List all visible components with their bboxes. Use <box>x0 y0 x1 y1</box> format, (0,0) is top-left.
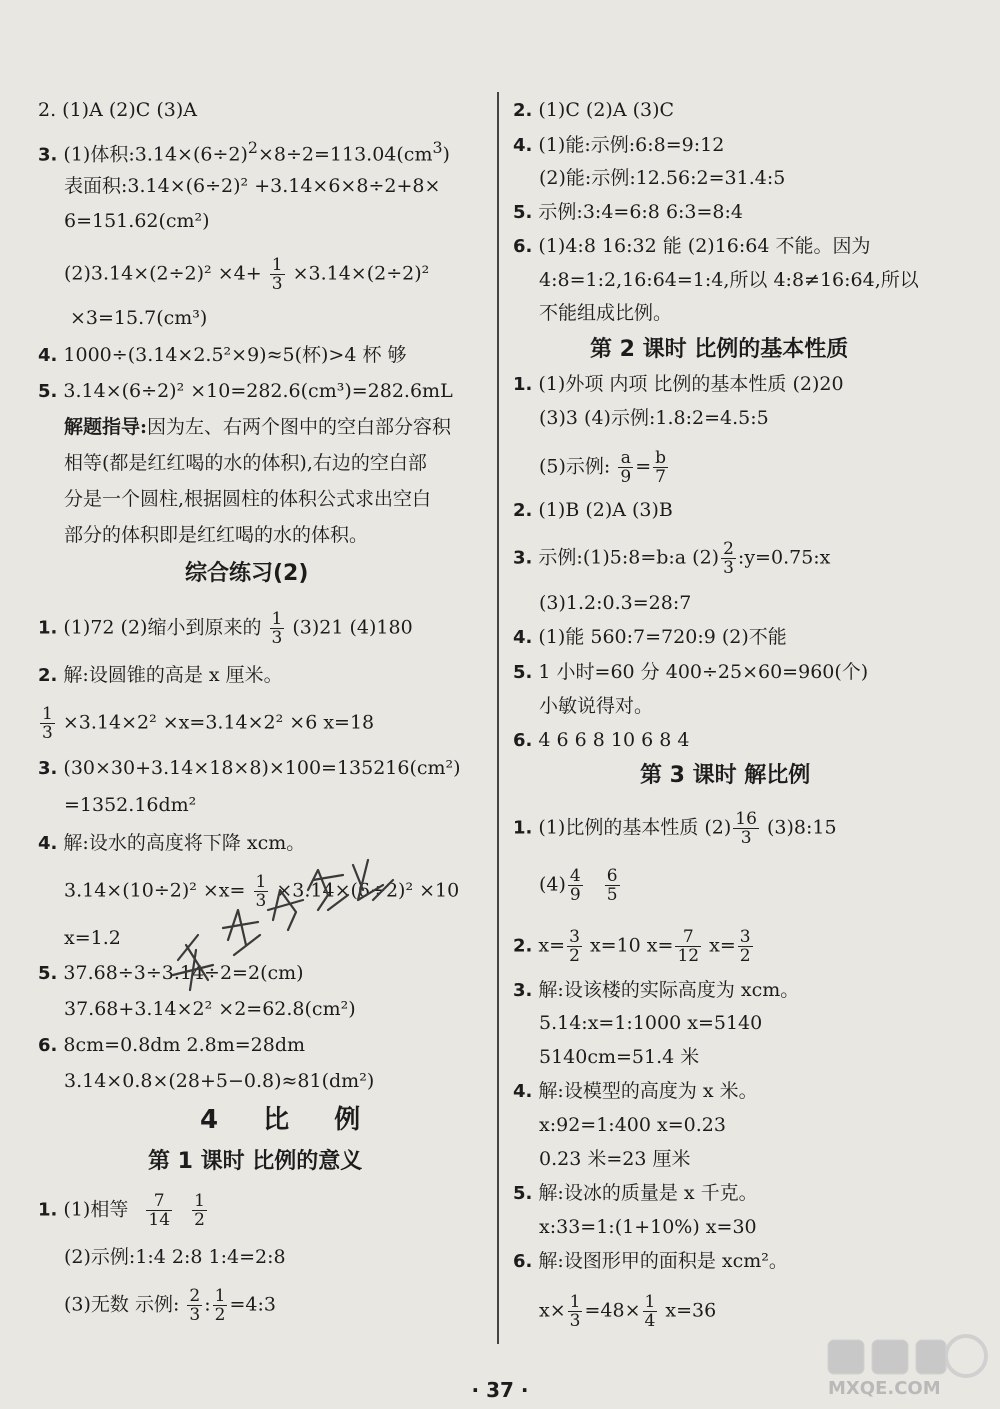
answer-4-line: 4. 1000÷(3.14×2.5²×9)≈5(杯)>4 杯 够 <box>38 344 407 366</box>
fraction: $\frac{1}{3}$ <box>255 872 267 911</box>
watermark-logo-icon <box>818 1328 988 1380</box>
solution-guide-line-4: 部分的体积即是红红喝的水的体积。 <box>64 524 369 546</box>
ex-6-line-2: 3.14×0.8×(28+5−0.8)≈81(dm²) <box>64 1070 375 1092</box>
ex-2-line-1: 2. 解:设圆锥的高是 x 厘米。 <box>38 664 283 686</box>
chapter-heading: 4 比 例 <box>200 1105 379 1135</box>
fraction: $\frac{1}{3}$ <box>271 255 283 294</box>
ex-3-line-2: =1352.16dm² <box>64 794 197 816</box>
answer-3-line-3: 6=151.62(cm²) <box>64 210 210 232</box>
lesson-3-ex-4-line-3: 0.23 米=23 厘米 <box>539 1148 691 1170</box>
answer-3-line-1: 3. (1)体积$:3.14\times(6\div 2)^2\times 8\div 2=113.04(cm^3)$ <box>38 138 450 166</box>
fraction: $\frac{1}{3}$ <box>569 1292 581 1331</box>
lesson-1-ex-1-line-2: (2)示例:1:4 2:8 1:4=2:8 <box>64 1246 286 1268</box>
ex-2-line-2: $\frac{1}{3}$ ×3.14×2² ×x=3.14×2² ×6 x=18 <box>42 704 375 743</box>
fraction: $\frac{3}{2}$ <box>569 927 580 966</box>
ex-5-line-2: 37.68+3.14×2² ×2=62.8(cm²) <box>64 998 356 1020</box>
fraction: $\frac{1}{4}$ <box>644 1292 656 1331</box>
ex-6-line-1: 6. 8cm=0.8dm 2.8m=28dm <box>38 1034 306 1056</box>
answer-2-line: 2. (1)A (2)C (3)A <box>38 99 197 121</box>
lesson-2-ex-6-line: 6. 4 6 6 8 10 6 8 4 <box>513 729 690 751</box>
lesson-3-heading: 第 3 课时 解比例 <box>640 763 811 788</box>
lesson-3-ex-2-line: 2. x= $\frac{3}{2}$ x=10 x= $\frac{7}{12}$ x= $\frac{3}{2}$ <box>513 927 751 966</box>
lesson-2-ex-5-line-1: 5. 1 小时=60 分 400÷25×60=960(个) <box>513 661 869 683</box>
answer-3-line-2: 表面积:3.14×(6÷2)² +3.14×6×8÷2+8× <box>64 175 441 197</box>
fraction: $\frac{1}{2}$ <box>194 1191 205 1230</box>
lesson-3-ex-5-line-1: 5. 解:设冰的质量是 x 千克。 <box>513 1182 758 1204</box>
handwritten-scribble <box>168 850 408 1000</box>
lesson-1-ex-1-line-3: (3)无数 示例: $\frac{2}{3}$ : $\frac{1}{2}$ =4:3 <box>64 1286 276 1325</box>
answer-3-line-4: (2)3.14×(2÷2)² ×4+ $\frac{1}{3}$ ×3.14×(2÷2)² <box>64 255 430 294</box>
lesson-2-ex-4-line: 4. (1)能 560:7=720:9 (2)不能 <box>513 626 787 648</box>
fraction: $\frac{1}{3}$ <box>271 609 283 648</box>
lesson-3-ex-1-line-1: 1. (1)比例的基本性质 (2) $\frac{16}{3}$ (3)8:15 <box>513 809 837 848</box>
fraction: $\frac{7}{12}$ <box>677 927 700 966</box>
ex-5-line-1: 5. 37.68÷3÷3.14÷2=2(cm) <box>38 962 304 984</box>
lesson-2-heading: 第 2 课时 比例的基本性质 <box>590 337 849 362</box>
lesson-3-ex-4-line-2: x:92=1:400 x=0.23 <box>539 1114 726 1136</box>
watermark-text: MXQE.COM <box>828 1378 941 1399</box>
r-answer-4-line-1: 4. (1)能:示例:6:8=9:12 <box>513 134 725 156</box>
lesson-2-ex-2-line: 2. (1)B (2)A (3)B <box>513 499 673 521</box>
lesson-3-ex-5-line-2: x:33=1:(1+10%) x=30 <box>539 1216 757 1238</box>
fraction: $\frac{3}{2}$ <box>739 927 751 966</box>
solution-guide-line-3: 分是一个圆柱,根据圆柱的体积公式求出空白 <box>64 488 432 510</box>
lesson-2-ex-1-line-3: (5)示例: $\frac{a}{9}$ = $\frac{b}{7}$ <box>539 448 667 487</box>
fraction: $\frac{2}{3}$ <box>723 539 734 578</box>
lesson-1-ex-1-line-1: 1. (1)相等 $\frac{7}{14}$ $\frac{1}{2}$ <box>38 1191 205 1230</box>
column-divider <box>497 92 499 1344</box>
lesson-3-ex-3-line-3: 5140cm=51.4 米 <box>539 1046 700 1068</box>
lesson-3-ex-1-line-2: (4) $\frac{4}{9}$ $\frac{6}{5}$ <box>539 866 618 905</box>
answer-5-line: 5. 3.14×(6÷2)² ×10=282.6(cm³)=282.6mL <box>38 380 453 402</box>
fraction: $\frac{6}{5}$ <box>606 866 618 905</box>
solution-guide-line-1: 解题指导:因为左、右两个图中的空白部分容积 <box>64 416 452 438</box>
ex-4-line-2: 3.14×(10÷2)² ×x= $\frac{1}{3}$ ×3.14×(6÷2)² ×10 <box>64 872 460 911</box>
lesson-2-ex-3-line-2: (3)1.2:0.3=28:7 <box>539 592 692 614</box>
answer-3-line-5: ×3=15.7(cm³) <box>70 307 208 329</box>
lesson-2-ex-3-line-1: 3. 示例:(1)5:8=b:a (2) $\frac{2}{3}$ :y=0.75:x <box>513 539 831 578</box>
lesson-2-ex-5-line-2: 小敏说得对。 <box>539 695 654 717</box>
r-answer-4-line-2: (2)能:示例:12.56:2=31.4:5 <box>539 167 786 189</box>
r-answer-2-line: 2. (1)C (2)A (3)C <box>513 99 675 121</box>
lesson-3-ex-6-line-1: 6. 解:设图形甲的面积是 xcm²。 <box>513 1250 788 1272</box>
site-watermark <box>818 1328 988 1404</box>
lesson-3-ex-4-line-1: 4. 解:设模型的高度为 x 米。 <box>513 1080 758 1102</box>
lesson-3-ex-6-line-2: x× $\frac{1}{3}$ =48× $\frac{1}{4}$ x=36 <box>539 1292 717 1331</box>
ex-3-line-1: 3. (30×30+3.14×18×8)×100=135216(cm²) <box>38 757 461 779</box>
ex-4-line-3: x=1.2 <box>64 927 121 949</box>
r-answer-6-line-3: 不能组成比例。 <box>539 302 673 324</box>
ex-4-line-1: 4. 解:设水的高度将下降 xcm。 <box>38 832 306 854</box>
lesson-2-ex-1-line-1: 1. (1)外项 内项 比例的基本性质 (2)20 <box>513 373 844 395</box>
fraction: $\frac{16}{3}$ <box>735 809 757 848</box>
fraction: $\frac{2}{3}$ <box>189 1286 201 1325</box>
r-answer-6-line-2: 4:8=1:2,16:64=1:4,所以 4:8≠16:64,所以 <box>539 269 919 291</box>
section-heading-comprehensive-2: 综合练习(2) <box>185 561 309 586</box>
r-answer-5-line: 5. 示例:3:4=6:8 6:3=8:4 <box>513 201 744 223</box>
page-number: · 37 · <box>471 1378 529 1402</box>
solution-guide-line-2: 相等(都是红红喝的水的体积),右边的空白部 <box>64 452 427 474</box>
lesson-1-heading: 第 1 课时 比例的意义 <box>148 1149 363 1174</box>
fraction: $\frac{1}{2}$ <box>214 1286 226 1325</box>
fraction: $\frac{b}{7}$ <box>655 448 667 487</box>
lesson-3-ex-3-line-2: 5.14:x=1:1000 x=5140 <box>539 1012 763 1034</box>
lesson-2-ex-1-line-2: (3)3 (4)示例:1.8:2=4.5:5 <box>539 407 769 429</box>
ex-1-line: 1. (1)72 (2)缩小到原来的 $\frac{1}{3}$ (3)21 (4)180 <box>38 609 413 648</box>
fraction: $\frac{7}{14}$ <box>148 1191 171 1230</box>
lesson-3-ex-3-line-1: 3. 解:设该楼的实际高度为 xcm。 <box>513 979 800 1001</box>
fraction: $\frac{1}{3}$ <box>42 704 53 743</box>
r-answer-6-line-1: 6. (1)4:8 16:32 能 (2)16:64 不能。因为 <box>513 235 871 257</box>
fraction: $\frac{a}{9}$ <box>620 448 632 487</box>
fraction: $\frac{4}{9}$ <box>569 866 581 905</box>
